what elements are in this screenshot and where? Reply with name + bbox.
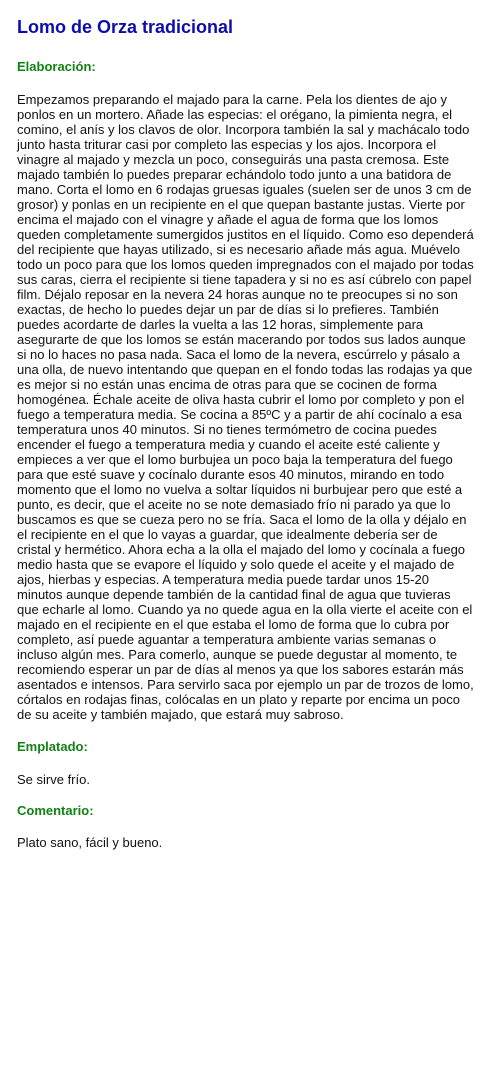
- comment-heading: Comentario:: [17, 803, 94, 818]
- plating-heading: Emplatado:: [17, 739, 88, 754]
- elaboration-text: Empezamos preparando el majado para la carne. Pela los dientes de ajo y ponlos en un mortero. Añade las especias: el orégano, la pimienta negra, el comino, el anís y los clavos de olor. Incorpora también la sal y machácalo todo junto hasta triturar casi por completo las especias y los ajos. Incorpora el vinagre al majado y mezcla un poco, conseguirás una pasta cremosa. Este majado también lo puedes preparar echándolo todo junto a una batidora de mano. Corta el lomo en 6 rodajas gruesas iguales (suelen ser de unos 3 cm de grosor) y ponlas en un recipiente en el que quepan bastante justas. Vierte por encima el majado con el vinagre y añade el agua de forma que los lomos queden completamente sumergidos justitos en el líquido. Como eso dependerá del recipiente que hayas utilizado, si es necesario añade más agua. Muévelo todo un poco para que los lomos queden impregnados con el majado por todas sus caras, cierra el recipiente si tiene tapadera y si no es así cúbrelo con papel film. Déjalo reposar en la nevera 24 horas aunque no te preocupes si no son exactas, de hecho lo puedes dejar un par de días si lo prefieres. También puedes acordarte de darles la vuelta a las 12 horas, simplemente para asegurarte de que los lomos se están macerando por todos sus lados aunque si no lo haces no pasa nada. Saca el lomo de la nevera, escúrrelo y pásalo a una olla, de nuevo intentando que quepan en el fondo todas las rodajas ya que es mejor si no están unas encima de otras para que se cocinen de forma homogénea. Échale aceite de oliva hasta cubrir el lomo por completo y pon el fuego a temperatura media. Se cocina a 85ºC y a partir de ahí cocínalo a esa temperatura unos 40 minutos. Si no tienes termómetro de cocina puedes encender el fuego a temperatura media y cuando el aceite esté caliente y empieces a ver que el lomo burbujea un poco baja la temperatura del fuego para que esté suave y cocínalo durante esos 40 minutos, mirando en todo momento que el lomo no vuelva a soltar líquidos ni burbujear pero que esté a punto, es decir, que el aceite no se note demasiado frío ni parado ya que lo buscamos es que se cueza pero no se fría. Saca el lomo de la olla y déjalo en el recipiente en el que lo vayas a guardar, que idealmente debería ser de cristal y hermético. Ahora echa a la olla el majado del lomo y cocínala a fuego medio hasta que se evapore el líquido y solo quede el aceite y el majado de ajos, hierbas y especias. A temperatura media puede tardar unos 15-20 minutos aunque depende también de la cantidad final de agua que tuvieras que echarle al lomo. Cuando ya no quede agua en la olla vierte el aceite con el majado en el recipiente en el que estaba el lomo de forma que lo cubra por completo, así puede aguantar a temperatura ambiente varias semanas o incluso algún mes. Para comerlo, aunque se puede degustar al momento, te recomiendo esperar un par de días al menos ya que los sabores estarán más asentados e intensos. Para servirlo saca por ejemplo un par de trozos de lomo, córtalos en rodajas finas, colócalas en un plato y reparte por encima un poco de su aceite y también majado, que estará muy sabroso.: [17, 92, 474, 722]
- comment-text: Plato sano, fácil y bueno.: [17, 835, 163, 850]
- plating-text: Se sirve frío.: [17, 772, 90, 787]
- elaboration-heading: Elaboración:: [17, 59, 96, 74]
- recipe-title: Lomo de Orza tradicional: [17, 17, 234, 37]
